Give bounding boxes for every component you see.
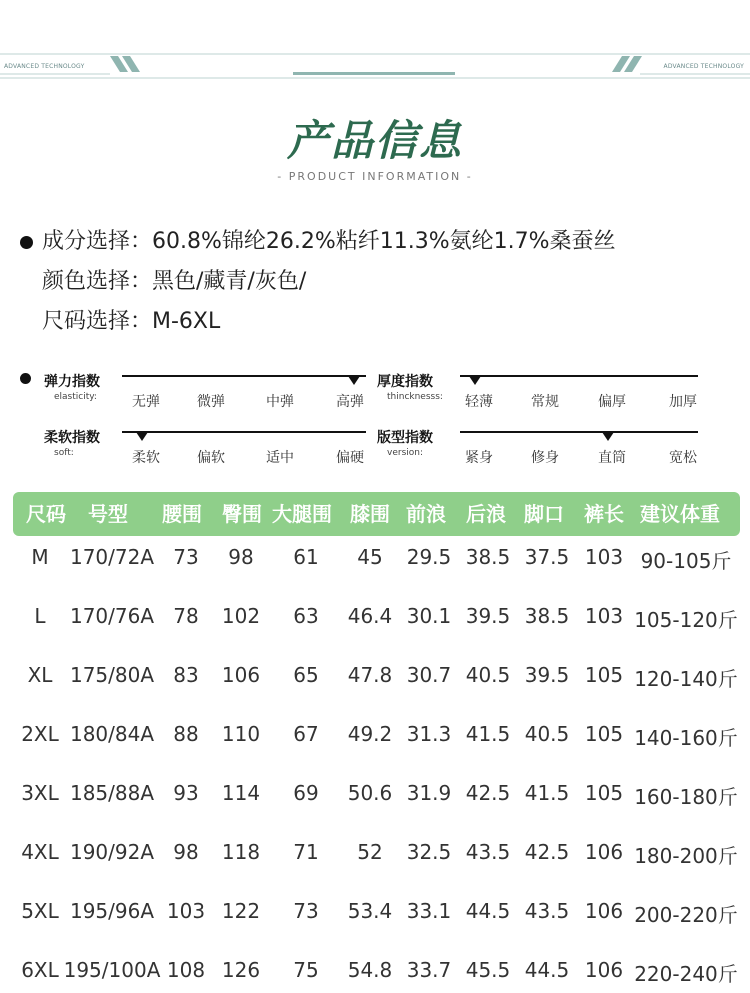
- table-cell: 39.5: [524, 663, 570, 687]
- table-cell: 200-220斤: [634, 903, 738, 927]
- table-cell: 38.5: [524, 604, 570, 628]
- fit-option: 修身: [531, 450, 559, 466]
- table-cell: M: [31, 545, 49, 569]
- table-cell: 88: [173, 722, 199, 746]
- fit-subtitle: version:: [387, 448, 423, 458]
- table-cell: 52: [357, 840, 383, 864]
- table-cell: 69: [293, 781, 319, 805]
- fit-option: 宽松: [669, 450, 697, 466]
- size-text: 尺码选择：M-6XL: [42, 309, 221, 334]
- table-cell: 108: [166, 958, 206, 982]
- elasticity-marker-icon: [348, 376, 360, 385]
- table-cell: 106: [584, 840, 624, 864]
- thickness-subtitle: thincknesss:: [387, 392, 443, 402]
- product-info: [20, 222, 616, 342]
- table-cell: 47.8: [347, 663, 393, 687]
- deco-text-right: ADVANCED TECHNOLOGY: [663, 63, 744, 70]
- elasticity-option: 微弹: [197, 394, 225, 410]
- table-cell: 103: [584, 604, 624, 628]
- table-cell: 122: [221, 899, 261, 923]
- elasticity-subtitle: elasticity:: [54, 392, 97, 402]
- softness-marker-icon: [136, 432, 148, 441]
- thickness-marker-icon: [469, 376, 481, 385]
- table-header-cell: 前浪: [406, 502, 446, 526]
- table-cell: 105-120斤: [634, 608, 738, 632]
- table-cell: 45.5: [465, 958, 511, 982]
- table-cell: 40.5: [465, 663, 511, 687]
- table-header-cell: 裤长: [584, 502, 624, 526]
- fit-track: [460, 431, 698, 433]
- thickness-option: 加厚: [669, 394, 697, 410]
- table-cell: 71: [293, 840, 319, 864]
- table-header-cell: 后浪: [466, 502, 506, 526]
- table-header-cell: 腰围: [162, 502, 202, 526]
- table-cell: 41.5: [524, 781, 570, 805]
- elasticity-option: 无弹: [132, 394, 160, 410]
- table-cell: 120-140斤: [634, 667, 738, 691]
- table-cell: 46.4: [347, 604, 393, 628]
- table-cell: 3XL: [21, 781, 59, 805]
- table-cell: 93: [173, 781, 199, 805]
- table-cell: 29.5: [406, 545, 452, 569]
- table-cell: 67: [293, 722, 319, 746]
- thickness-option: 偏厚: [598, 394, 626, 410]
- table-cell: 30.7: [406, 663, 452, 687]
- table-cell: 73: [293, 899, 319, 923]
- table-cell: 31.9: [406, 781, 452, 805]
- table-cell: 42.5: [465, 781, 511, 805]
- deco-text-left: ADVANCED TECHNOLOGY: [4, 63, 85, 70]
- table-cell: 190/92A: [69, 840, 155, 864]
- table-cell: 105: [584, 722, 624, 746]
- table-cell: 31.3: [406, 722, 452, 746]
- table-cell: 6XL: [21, 958, 59, 982]
- page-title: 产品信息: [286, 116, 463, 165]
- table-cell: 50.6: [347, 781, 393, 805]
- table-cell: 42.5: [524, 840, 570, 864]
- table-cell: 103: [166, 899, 206, 923]
- table-cell: 73: [173, 545, 199, 569]
- table-cell: 41.5: [465, 722, 511, 746]
- table-cell: 63: [293, 604, 319, 628]
- fit-title: 版型指数: [377, 430, 433, 446]
- table-cell: 43.5: [465, 840, 511, 864]
- elasticity-option: 高弹: [336, 394, 364, 410]
- table-cell: 114: [221, 781, 261, 805]
- elasticity-track: [122, 375, 366, 377]
- bullet-icon: [20, 236, 33, 249]
- table-cell: 180-200斤: [634, 844, 738, 868]
- table-cell: 32.5: [406, 840, 452, 864]
- table-header-cell: 尺码: [26, 502, 66, 526]
- table-cell: 106: [584, 899, 624, 923]
- table-cell: 98: [173, 840, 199, 864]
- table-cell: 126: [221, 958, 261, 982]
- table-cell: 170/72A: [69, 545, 155, 569]
- table-cell: 75: [293, 958, 319, 982]
- table-header-cell: 建议体重: [640, 502, 720, 526]
- softness-title: 柔软指数: [44, 430, 100, 446]
- softness-option: 柔软: [132, 450, 160, 466]
- table-cell: 61: [293, 545, 319, 569]
- table-header-cell: 臀围: [222, 502, 262, 526]
- table-cell: 103: [584, 545, 624, 569]
- table-cell: 33.7: [406, 958, 452, 982]
- fit-option: 直筒: [598, 450, 626, 466]
- table-cell: 105: [584, 781, 624, 805]
- size-table-header: [13, 492, 740, 536]
- thickness-option: 常规: [531, 394, 559, 410]
- table-cell: 43.5: [524, 899, 570, 923]
- table-header-cell: 号型: [88, 502, 128, 526]
- table-cell: 33.1: [406, 899, 452, 923]
- table-header-cell: 脚口: [524, 502, 564, 526]
- table-cell: 106: [221, 663, 261, 687]
- bullet-icon: [20, 373, 31, 384]
- thickness-title: 厚度指数: [377, 374, 433, 390]
- softness-track: [122, 431, 366, 433]
- table-cell: 220-240斤: [634, 962, 738, 986]
- table-cell: 4XL: [21, 840, 59, 864]
- table-cell: 106: [584, 958, 624, 982]
- table-cell: 30.1: [406, 604, 452, 628]
- table-cell: 195/100A: [63, 958, 161, 982]
- table-cell: 175/80A: [69, 663, 155, 687]
- table-cell: 53.4: [347, 899, 393, 923]
- table-cell: 180/84A: [69, 722, 155, 746]
- thickness-option: 轻薄: [465, 394, 493, 410]
- table-cell: 37.5: [524, 545, 570, 569]
- composition-text: 成分选择：60.8%锦纶26.2%粘纤11.3%氨纶1.7%桑蚕丝: [42, 229, 616, 254]
- table-cell: 170/76A: [69, 604, 155, 628]
- table-cell: XL: [27, 663, 53, 687]
- table-cell: 65: [293, 663, 319, 687]
- softness-option: 偏硬: [336, 450, 364, 466]
- table-cell: 118: [221, 840, 261, 864]
- table-cell: 45: [357, 545, 383, 569]
- table-cell: 40.5: [524, 722, 570, 746]
- softness-option: 偏软: [197, 450, 225, 466]
- table-cell: 83: [173, 663, 199, 687]
- table-cell: 44.5: [524, 958, 570, 982]
- table-cell: 90-105斤: [640, 549, 732, 573]
- table-cell: 105: [584, 663, 624, 687]
- table-cell: 49.2: [347, 722, 393, 746]
- page-subtitle: - PRODUCT INFORMATION -: [277, 170, 473, 183]
- table-cell: 160-180斤: [634, 785, 738, 809]
- header-decoration: [0, 0, 750, 90]
- elasticity-option: 中弹: [266, 394, 294, 410]
- table-cell: 44.5: [465, 899, 511, 923]
- table-cell: 195/96A: [69, 899, 155, 923]
- table-cell: 39.5: [465, 604, 511, 628]
- softness-subtitle: soft:: [54, 448, 74, 458]
- table-cell: 140-160斤: [634, 726, 738, 750]
- fit-option: 紧身: [465, 450, 493, 466]
- table-header-cell: 大腿围: [272, 502, 332, 526]
- table-cell: 185/88A: [69, 781, 155, 805]
- table-cell: 102: [221, 604, 261, 628]
- table-cell: L: [34, 604, 46, 628]
- table-cell: 2XL: [21, 722, 59, 746]
- thickness-track: [460, 375, 698, 377]
- table-cell: 5XL: [21, 899, 59, 923]
- table-cell: 78: [173, 604, 199, 628]
- table-cell: 38.5: [465, 545, 511, 569]
- softness-option: 适中: [266, 450, 294, 466]
- table-cell: 54.8: [347, 958, 393, 982]
- fit-marker-icon: [602, 432, 614, 441]
- color-text: 颜色选择：黑色/藏青/灰色/: [42, 269, 307, 294]
- elasticity-title: 弹力指数: [44, 374, 100, 390]
- table-cell: 110: [221, 722, 261, 746]
- table-cell: 98: [228, 545, 254, 569]
- table-header-cell: 膝围: [350, 502, 390, 526]
